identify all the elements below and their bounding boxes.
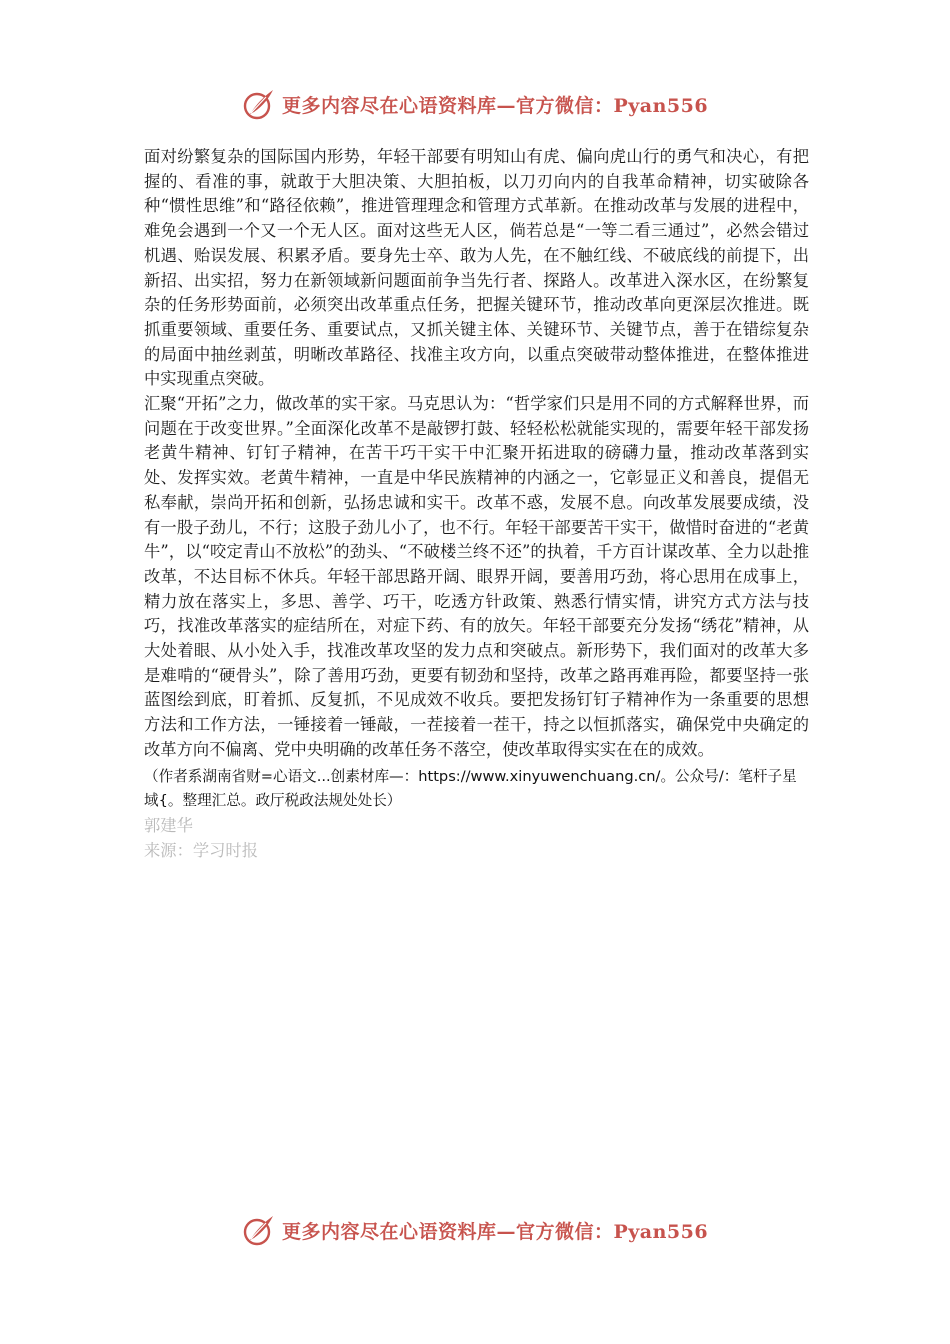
quill-logo-icon (242, 1213, 276, 1247)
header-watermark-banner (0, 82, 950, 126)
source-line: 来源：学习时报 (144, 840, 258, 860)
banner-text: 更多内容尽在心语资料库—官方微信：Pyan556 (281, 94, 709, 117)
article-paragraph-1: 面对纷繁复杂的国际国内形势，年轻干部要有明知山有虎、偏向虎山行的勇气和决心，有把握的、看准的事，就敢于大胆决策、大胆拍板，以刀刃向内的自我革命精神，切实破除各种“惯性思维”和“路径依赖”，推进管理理念和管理方式革新。在推动改革与发展的进程中，难免会遇到一个又一个无人区。面对这些无人区，倘若总是“一等二看三通过”，必然会错过机遇、贻误发展、积累矛盾。要身先士卒、敢为人先，在不触红线、不破底线的前提下，出新招、出实招，努力在新领域新问题面前争当先行者、探路人。改革进入深水区，在纷繁复杂的任务形势面前，必须突出改革重点任务，把握关键环节，推动改革向更深层次推进。既抓重要领域、重要任务、重要试点，又抓关键主体、关键环节、关键节点，善于在错综复杂的局面中抽丝剥茧，明晰改革路径、找准主攻方向，以重点突破带动整体推进，在整体推进中实现重点突破。 (144, 147, 809, 389)
banner-text: 更多内容尽在心语资料库—官方微信：Pyan556 (281, 1220, 709, 1243)
quill-logo-icon (242, 87, 276, 121)
author-name: 郭建华 (144, 815, 193, 835)
article-paragraph-2: 汇聚“开拓”之力，做改革的实干家。马克思认为：“哲学家们只是用不同的方式解释世界，而问题在于改变世界。”全面深化改革不是敲锣打鼓、轻轻松松就能实现的，需要年轻干部发扬老黄牛精神、钉钉子精神，在苦干巧干实干中汇聚开拓进取的磅礴力量，推动改革落到实处、发挥实效。老黄牛精神，一直是中华民族精神的内涵之一，它彰显正义和善良，提倡无私奉献，崇尚开拓和创新，弘扬忠诚和实干。改革不惑，发展不息。向改革发展要成绩，没有一股子劲儿，不行；这股子劲儿小了，也不行。年轻干部要苦干实干，做惜时奋进的“老黄牛”，以“咬定青山不放松”的劲头、“不破楼兰终不还”的执着，千方百计谋改革、全力以赴推改革，不达目标不休兵。年轻干部思路开阔、眼界开阔，要善用巧劲，将心思用在成事上，精力放在落实上，多思、善学、巧干，吃透方针政策、熟悉行情实情，讲究方式方法与技巧，找准改革落实的症结所在，对症下药、有的放矢。年轻干部要充分发扬“绣花”精神，从大处着眼、从小处入手，找准改革攻坚的发力点和突破点。新形势下，我们面对的改革大多是难啃的“硬骨头”，除了善用巧劲，更要有韧劲和坚持，改革之路再难再险，都要坚持一张蓝图绘到底，盯着抓、反复抓，不见成效不收兵。要把发扬钉钉子精神作为一条重要的思想方法和工作方法，一锤接着一锤敲，一茬接着一茬干，持之以恒抓落实，确保党中央确定的改革方向不偏离、党中央明确的改革任务不落空，使改革取得实实在在的成效。 (144, 394, 809, 759)
article-body (144, 145, 809, 863)
footer-watermark-banner (0, 1208, 950, 1252)
author-note: （作者系湖南省财=心语文...创素材库—：https://www.xinyuwenchuang.cn/。公众号/：笔杆子星域{。整理汇总。政厅税政法规处处长） (144, 767, 797, 809)
